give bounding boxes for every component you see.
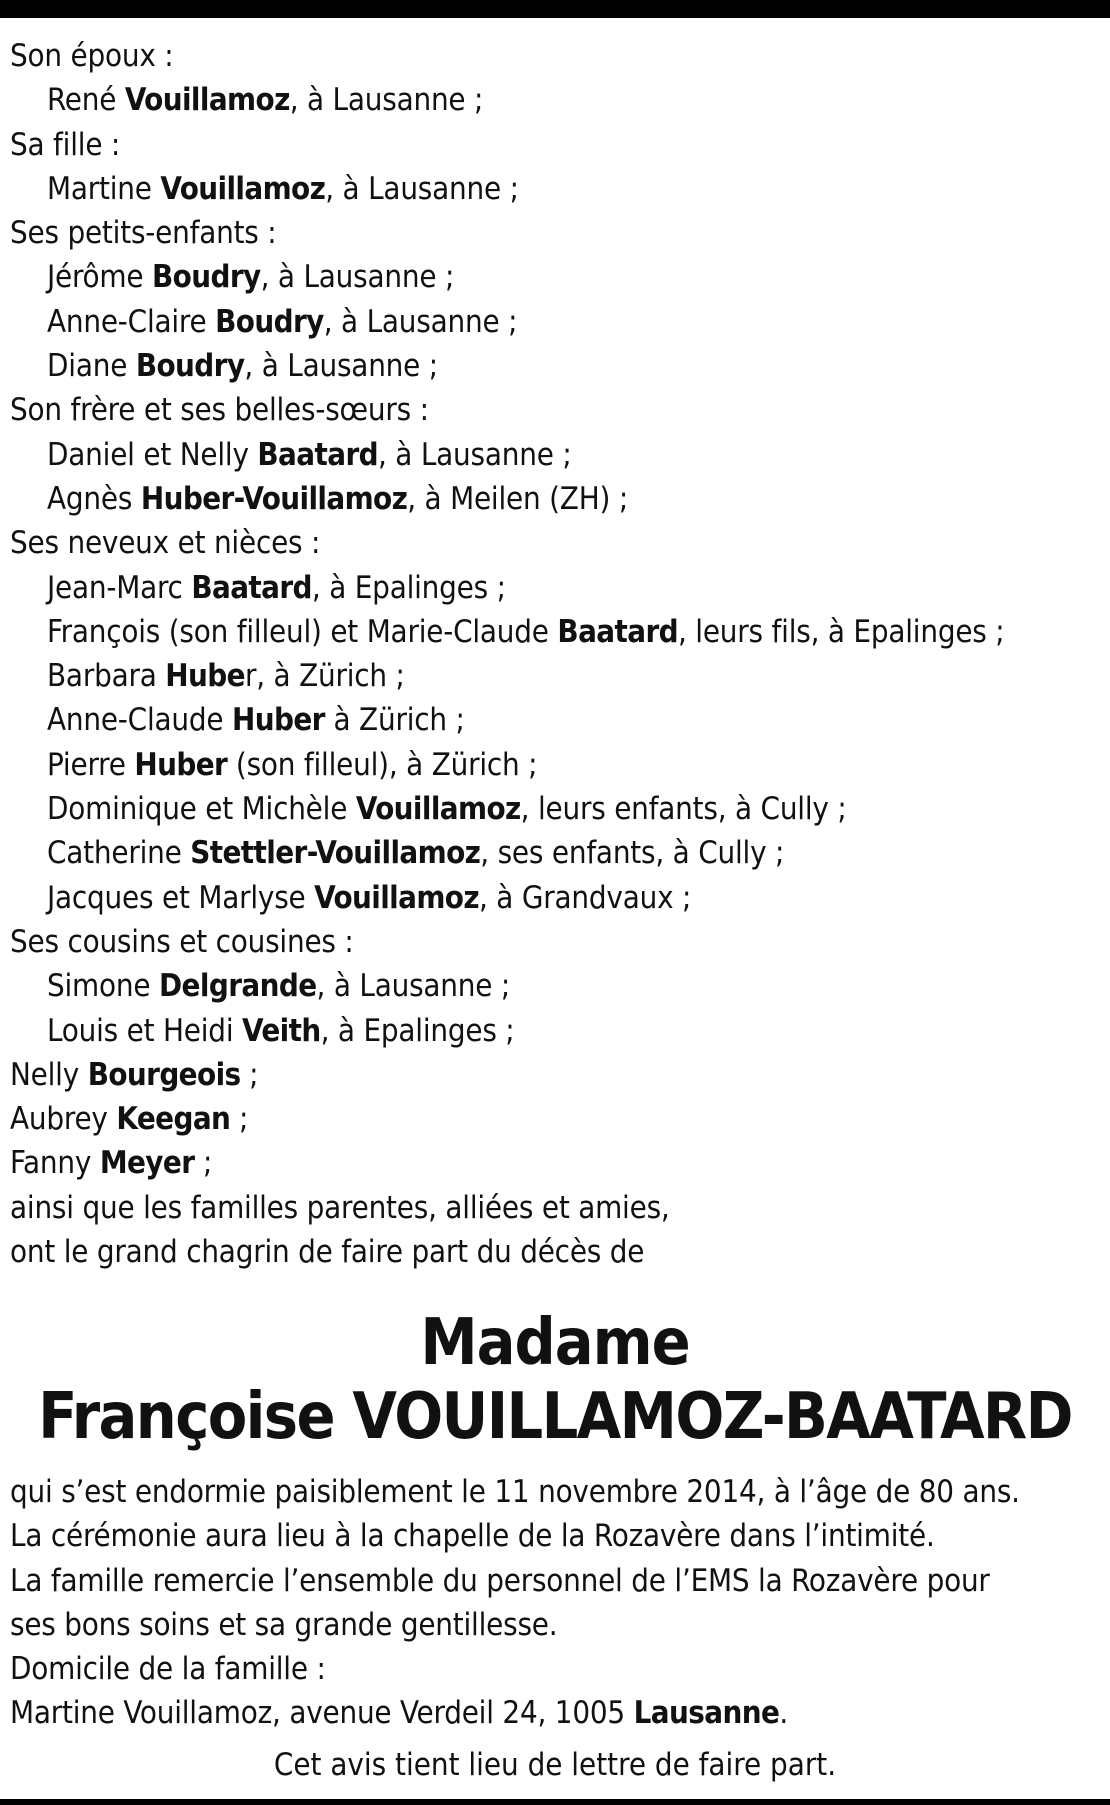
text-segment: .: [779, 1695, 789, 1732]
closing-line: [10, 1647, 1105, 1691]
text-segment: Fanny: [10, 1145, 100, 1182]
family-line: [10, 566, 1105, 610]
family-list: [10, 34, 1105, 1274]
surname: Delgrande: [159, 968, 317, 1005]
text-segment: ont le grand chagrin de faire part du décès de: [10, 1234, 645, 1271]
closing-line: [10, 1514, 1105, 1558]
text-segment: , à Epalinges ;: [311, 569, 506, 606]
text-segment: Anne-Claire: [47, 303, 216, 340]
text-segment: , leurs fils, à Epalinges ;: [677, 613, 1005, 650]
family-line: [10, 610, 1105, 654]
surname: Hube: [165, 658, 245, 695]
family-line: [10, 1230, 1105, 1274]
family-line: [10, 477, 1105, 521]
text-segment: , à Lausanne ;: [289, 82, 484, 119]
surname: Huber: [134, 746, 228, 783]
surname: Lausanne: [633, 1695, 780, 1732]
family-line: [10, 167, 1105, 211]
text-segment: Diane: [47, 348, 136, 385]
text-segment: Catherine: [47, 835, 191, 872]
text-segment: , à Lausanne ;: [260, 259, 455, 296]
text-segment: La famille remercie l’ensemble du personnel de l’EMS la Rozavère pour: [10, 1562, 990, 1599]
surname: Keegan: [116, 1101, 231, 1138]
family-line: [10, 743, 1105, 787]
family-line: [10, 831, 1105, 875]
text-segment: Simone: [47, 968, 159, 1005]
text-segment: Pierre: [47, 746, 135, 783]
family-line: [10, 920, 1105, 964]
text-segment: Ses cousins et cousines :: [10, 923, 354, 960]
deceased-title: Madame: [420, 1306, 690, 1380]
family-line: [10, 255, 1105, 299]
surname: Baatard: [557, 613, 678, 650]
surname: Veith: [242, 1012, 321, 1049]
text-segment: , à Lausanne ;: [244, 348, 438, 385]
family-line: [10, 1053, 1105, 1097]
text-segment: ses bons soins et sa grande gentillesse.: [10, 1606, 558, 1643]
surname: Boudry: [152, 259, 261, 296]
top-border-rule: [0, 0, 1110, 18]
surname: Baatard: [257, 436, 378, 473]
text-segment: ;: [194, 1145, 213, 1182]
text-segment: Jean-Marc: [47, 569, 192, 606]
text-segment: , à Meilen (ZH) ;: [407, 480, 629, 517]
family-line: [10, 1186, 1105, 1230]
family-line: [10, 876, 1105, 920]
family-line: [10, 211, 1105, 255]
closing-line: [10, 1691, 1105, 1735]
text-segment: Agnès: [47, 480, 141, 517]
text-segment: Aubrey: [10, 1101, 117, 1138]
family-line: [10, 1009, 1105, 1053]
text-segment: Son frère et ses belles-sœurs :: [10, 392, 429, 429]
family-line: [10, 78, 1105, 122]
footer-note: Cet avis tient lieu de lettre de faire part.: [273, 1747, 837, 1783]
text-segment: Jacques et Marlyse: [47, 879, 315, 916]
text-segment: Barbara: [47, 658, 166, 695]
text-segment: ;: [230, 1101, 249, 1138]
text-segment: Martine Vouillamoz, avenue Verdeil 24, 1005: [10, 1695, 634, 1732]
text-segment: La cérémonie aura lieu à la chapelle de la Rozavère dans l’intimité.: [10, 1518, 935, 1555]
text-segment: Jérôme: [47, 259, 153, 296]
text-segment: qui s’est endormie paisiblement le 11 novembre 2014, à l’âge de 80 ans.: [10, 1474, 1020, 1510]
closing-line: [10, 1559, 1105, 1603]
surname: Stettler-Vouillamoz: [190, 835, 481, 872]
text-segment: , à Lausanne ;: [377, 436, 572, 473]
text-segment: Anne-Claude: [47, 702, 232, 739]
text-segment: , à Epalinges ;: [320, 1012, 515, 1049]
text-segment: ainsi que les familles parentes, alliées et amies,: [10, 1189, 670, 1226]
family-line: [10, 654, 1105, 698]
family-line: [10, 300, 1105, 344]
family-line: [10, 521, 1105, 565]
closing-line: [10, 1603, 1105, 1647]
text-segment: Son époux :: [10, 38, 174, 74]
text-segment: , à Lausanne ;: [325, 170, 519, 207]
text-segment: à Zürich ;: [324, 702, 465, 739]
family-line: [10, 1097, 1105, 1141]
family-line: [10, 433, 1105, 477]
text-segment: Nelly: [10, 1056, 88, 1093]
surname: Bourgeois: [87, 1056, 241, 1093]
surname: Huber: [232, 702, 325, 739]
text-segment: Ses petits-enfants :: [10, 215, 277, 252]
family-line: [10, 698, 1105, 742]
surname: Vouillamoz: [355, 791, 521, 828]
family-line: [10, 388, 1105, 432]
family-line: [10, 787, 1105, 831]
family-line: [10, 123, 1105, 167]
family-line: [10, 344, 1105, 388]
surname: Boudry: [215, 303, 324, 340]
family-line: [10, 1141, 1105, 1185]
surname: Vouillamoz: [160, 170, 326, 207]
closing-line: [10, 1470, 1105, 1514]
text-segment: Martine: [47, 170, 161, 207]
surname: Vouillamoz: [314, 879, 479, 916]
text-segment: Sa fille :: [10, 126, 121, 163]
surname: Baatard: [191, 569, 312, 606]
deceased-name: Françoise VOUILLAMOZ-BAATARD: [38, 1380, 1072, 1454]
surname: Vouillamoz: [124, 82, 290, 119]
text-segment: (son filleul), à Zürich ;: [227, 746, 538, 783]
text-segment: François (son filleul) et Marie-Claude: [47, 613, 558, 650]
surname: Boudry: [135, 348, 245, 385]
text-segment: René: [47, 82, 125, 119]
text-segment: , à Grandvaux ;: [479, 879, 692, 916]
closing-text: [10, 1470, 1105, 1736]
text-segment: r, à Zürich ;: [244, 658, 405, 695]
text-segment: , ses enfants, à Cully ;: [480, 835, 785, 872]
family-line: [10, 34, 1105, 78]
family-line: [10, 964, 1105, 1008]
bottom-border-rule: [0, 1799, 1110, 1805]
text-segment: , à Lausanne ;: [323, 303, 518, 340]
text-segment: , leurs enfants, à Cully ;: [520, 791, 847, 828]
text-segment: Domicile de la famille :: [10, 1651, 326, 1688]
text-segment: Louis et Heidi: [47, 1012, 243, 1049]
text-segment: ;: [240, 1056, 259, 1093]
text-segment: Ses neveux et nièces :: [10, 525, 321, 562]
surname: Meyer: [99, 1145, 195, 1182]
text-segment: , à Lausanne ;: [316, 968, 511, 1005]
text-segment: Dominique et Michèle: [47, 791, 356, 828]
surname: Huber-Vouillamoz: [140, 480, 408, 517]
text-segment: Daniel et Nelly: [47, 436, 258, 473]
